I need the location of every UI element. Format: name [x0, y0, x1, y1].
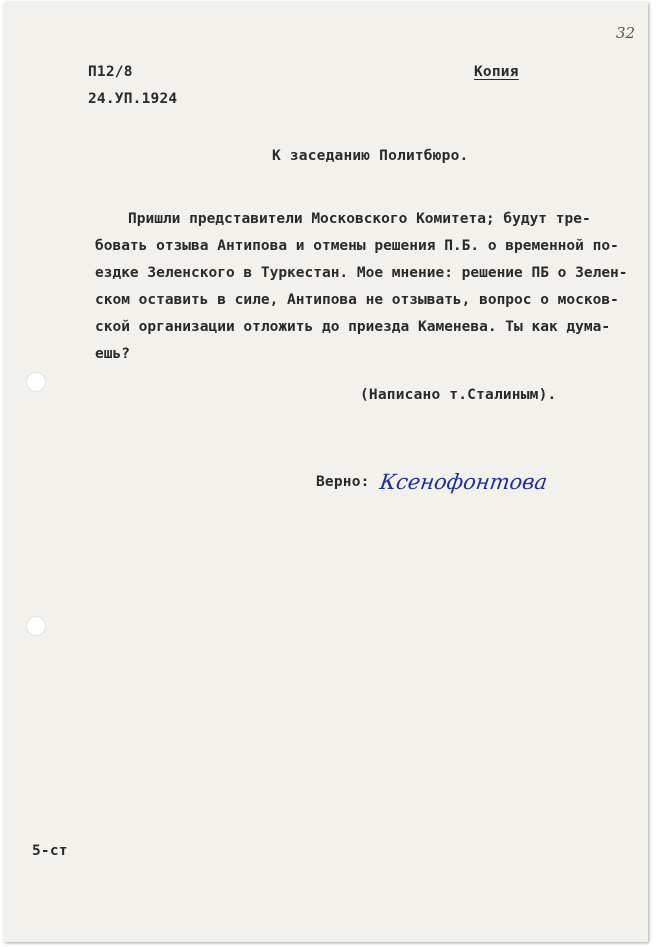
copy-mark: Копия — [474, 64, 519, 80]
body-line: ездке Зеленского в Туркестан. Мое мнение: решение ПБ о Зелен- — [95, 265, 628, 281]
body-line: Пришли представители Московского Комитета; будут тре- — [128, 211, 591, 227]
document-page — [4, 2, 648, 942]
authorship-note: (Написано т.Сталиным). — [360, 387, 557, 403]
body-line: ском оставить в силе, Антипова не отзывать, вопрос о москов- — [95, 292, 619, 308]
reference-number: П12/8 — [88, 64, 133, 80]
body-line: бовать отзыва Антипова и отмены решения П.Б. о временной по- — [95, 238, 619, 254]
page-number: 32 — [616, 24, 636, 42]
body-line: ской организации отложить до приезда Каменева. Ты как дума- — [95, 319, 611, 335]
handwritten-signature: Ксенофонтова — [378, 470, 549, 494]
certified-label: Верно: — [316, 474, 370, 490]
body-line: ешь? — [95, 346, 130, 362]
punch-hole — [26, 372, 46, 392]
punch-hole — [26, 616, 46, 636]
document-heading: К заседанию Политбюро. — [272, 148, 469, 164]
footer-code: 5-ст — [32, 843, 68, 859]
document-date: 24.УП.1924 — [88, 91, 178, 107]
